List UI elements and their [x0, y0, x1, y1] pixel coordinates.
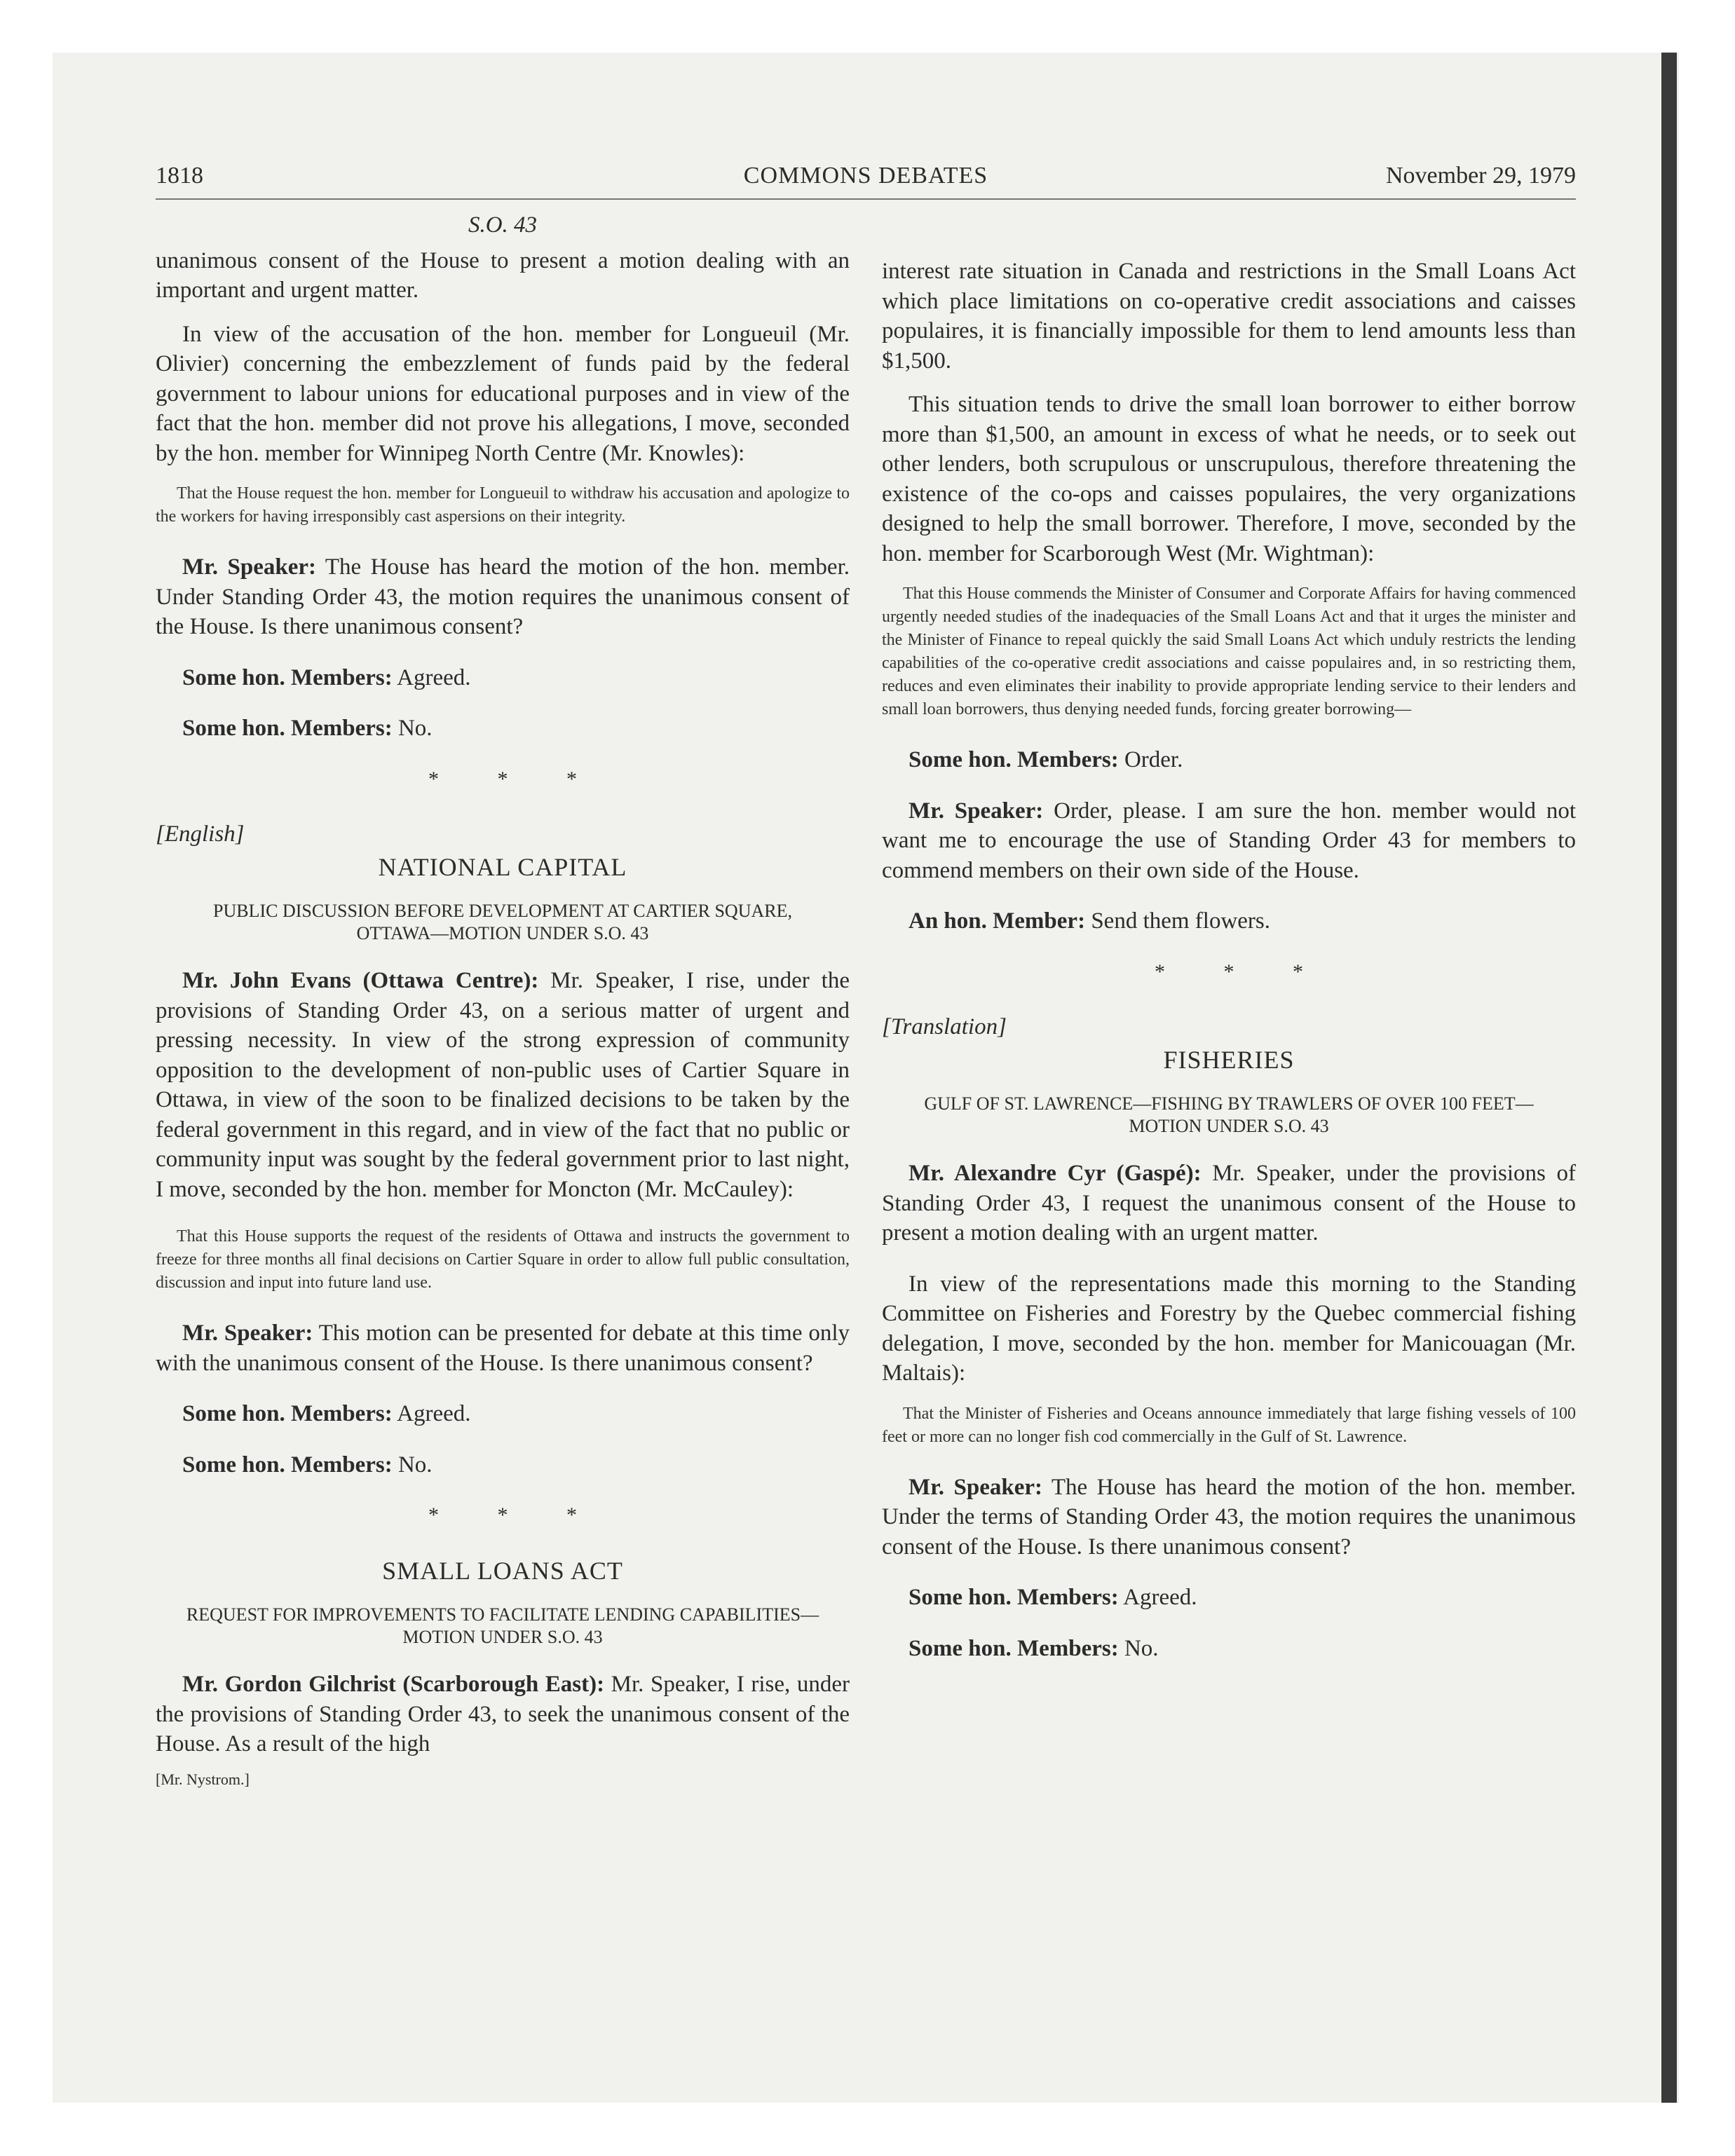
paragraph: In view of the representations made this morning to the Standing Committee on Fisheries and Forestry by the Quebec commercial fishing delegation, I move, seconded by the hon. member for Manicouagan (Mr. Maltais): — [882, 1271, 1576, 1386]
speaker-name: Mr. John Evans (Ottawa Centre): — [182, 968, 539, 993]
paragraph: This situation tends to drive the small loan borrower to either borrow more than $1,500, an amount in excess of what he needs, or to seek out other lenders, both scrupulous or unscrupulous, therefore threatening the existence of the co-ops and caisses populaires, the very organizations designed to help the small borrower. Therefore, I move, seconded by the hon. member for Scarborough West (Mr. Wightman): — [882, 392, 1576, 566]
speech-text: Order. — [1118, 747, 1183, 772]
section-heading: FISHERIES — [1163, 1045, 1295, 1074]
language-marker: [Translation] — [882, 1014, 1007, 1039]
speech-text: Mr. Speaker, I rise, under the provisions of Standing Order 43, to seek the unanimous consent of the House. As a result of the high — [156, 1672, 850, 1756]
section-divider: * * * — [428, 1503, 604, 1527]
speaker-name: Mr. Speaker: — [182, 1321, 313, 1346]
speaker-entry — [882, 796, 1576, 886]
speaker-entry — [156, 552, 850, 642]
left-column — [156, 210, 850, 1794]
paragraph: unanimous consent of the House to present a motion dealing with an important and urgent matter. — [156, 247, 850, 303]
motion-text: That the House request the hon. member for Longueuil to withdraw his accusation and apologize to the workers for having irresponsibly cast aspersions on their integrity. — [156, 484, 850, 526]
speaker-name: Mr. Gordon Gilchrist (Scarborough East): — [182, 1672, 605, 1697]
speech-text: Agreed. — [392, 664, 471, 690]
speaker-name: Some hon. Members: — [909, 747, 1119, 772]
motion-text: That this House supports the request of the residents of Ottawa and instructs the government to freeze for three months all final decisions on Cartier Square in order to allow full public consultation, discussion and input into future land use. — [156, 1227, 850, 1292]
section-heading: SMALL LOANS ACT — [382, 1556, 623, 1585]
speaker-entry — [156, 966, 850, 1204]
speech-text: The House has heard the motion of the hon. member. Under Standing Order 43, the motion requires the unanimous consent of the House. Is there unanimous consent? — [156, 554, 850, 639]
section-divider: * * * — [428, 767, 604, 791]
speaker-name: Mr. Speaker: — [909, 798, 1044, 824]
motion-text: That this House commends the Minister of Consumer and Corporate Affairs for having commenced urgently needed studies of the inadequacies of the Small Loans Act and that it urges the minister and the Minister of Finance to repeal quickly the said Small Loans Act which unduly restricts the lending capabilities of the co-operative credit associations and caisse populaires and, in so restricting them, reduces and even eliminates their inability to provide appropriate lending service to their lenders and small loan borrowers, thus denying needed funds, forcing greater borrowing— — [882, 585, 1576, 718]
section-subheading: GULF OF ST. LAWRENCE—FISHING BY TRAWLERS OF OVER 100 FEET—MOTION UNDER S.O. 43 — [924, 1093, 1534, 1136]
motion-text: That the Minister of Fisheries and Oceans announce immediately that large fishing vessels of 100 feet or more can no longer fish cod commercially in the Gulf of St. Lawrence. — [882, 1404, 1576, 1446]
speaker-name: Mr. Speaker: — [182, 554, 316, 580]
speaker-name: Some hon. Members: — [182, 1452, 393, 1478]
speaker-name: Some hon. Members: — [182, 1401, 393, 1426]
speech-text: No. — [392, 1452, 433, 1478]
language-marker: [English] — [156, 821, 245, 847]
speech-text: No. — [392, 716, 433, 741]
speech-text: Mr. Speaker, under the provisions of Standing Order 43, I request the unanimous consent of the House to present a motion dealing with an urgent matter. — [882, 1161, 1576, 1246]
speaker-name: Mr. Alexandre Cyr (Gaspé): — [909, 1161, 1202, 1186]
section-subheading: PUBLIC DISCUSSION BEFORE DEVELOPMENT AT CARTIER SQUARE, OTTAWA—MOTION UNDER S.O. 43 — [213, 901, 792, 943]
speaker-entry — [156, 714, 850, 744]
section-divider: * * * — [1155, 960, 1330, 983]
speech-text: The House has heard the motion of the hon. member. Under the terms of Standing Order 43, the motion requires the unanimous consent of the House. Is there unanimous consent? — [882, 1474, 1576, 1560]
speaker-entry — [882, 1473, 1576, 1562]
publication-title: COMMONS DEBATES — [743, 163, 988, 189]
speaker-name: Some hon. Members: — [182, 716, 393, 741]
section-subheading: REQUEST FOR IMPROVEMENTS TO FACILITATE LENDING CAPABILITIES—MOTION UNDER S.O. 43 — [186, 1604, 819, 1647]
section-heading: NATIONAL CAPITAL — [378, 852, 627, 881]
right-column — [882, 210, 1576, 1684]
header-rule — [156, 198, 1576, 200]
speaker-entry — [882, 1583, 1576, 1613]
paragraph: In view of the accusation of the hon. member for Longueuil (Mr. Olivier) concerning the embezzlement of funds paid by the federal government to labour unions for educational purposes and in view of the fact that the hon. member did not prove his allegations, I move, seconded by the hon. member for Winnipeg North Centre (Mr. Knowles): — [156, 321, 850, 466]
paragraph: interest rate situation in Canada and restrictions in the Small Loans Act which place limitations on co-operative credit associations and caisses populaires, it is financially impossible for them to lend amounts less than $1,500. — [882, 259, 1576, 374]
speaker-name: Mr. Speaker: — [909, 1474, 1042, 1500]
speaker-name: An hon. Member: — [909, 908, 1086, 934]
speech-text: Agreed. — [1118, 1585, 1197, 1610]
speaker-entry — [882, 1159, 1576, 1248]
speaker-entry — [156, 1450, 850, 1480]
speech-text: This motion can be presented for debate at this time only with the unanimous consent of the House. Is there unanimous consent? — [156, 1321, 850, 1376]
speaker-entry — [882, 1634, 1576, 1664]
footnote: [Mr. Nystrom.] — [156, 1770, 250, 1788]
speaker-name: Some hon. Members: — [909, 1585, 1119, 1610]
page-date: November 29, 1979 — [1385, 163, 1576, 189]
speech-text: Send them flowers. — [1085, 908, 1271, 934]
speaker-entry — [882, 906, 1576, 936]
speaker-entry — [156, 1399, 850, 1429]
speech-text: Agreed. — [392, 1401, 471, 1426]
speech-text: Mr. Speaker, I rise, under the provisions of Standing Order 43, on a serious matter of urgent and pressing necessity. In view of the strong expression of community opposition to the development of non-public uses of Cartier Square in Ottawa, in view of the soon to be finalized decisions to be taken by the federal government in this regard, and in view of the fact that no public or community input was sought by the federal government prior to last night, I move, seconded by the hon. member for Moncton (Mr. McCauley): — [156, 968, 850, 1202]
speaker-entry — [156, 1318, 850, 1378]
speaker-entry — [156, 1670, 850, 1759]
speaker-entry — [882, 745, 1576, 775]
page-number: 1818 — [156, 163, 203, 189]
standing-order-label: S.O. 43 — [468, 212, 538, 238]
speaker-name: Some hon. Members: — [909, 1635, 1119, 1661]
speech-text: Order, please. I am sure the hon. member would not want me to encourage the use of Standing Order 43 for members to commend members on their own side of the House. — [882, 798, 1576, 883]
speech-text: No. — [1118, 1635, 1159, 1661]
page-header — [156, 163, 1576, 198]
speaker-entry — [156, 663, 850, 693]
speaker-name: Some hon. Members: — [182, 664, 393, 690]
scan-edge — [1661, 53, 1677, 2103]
